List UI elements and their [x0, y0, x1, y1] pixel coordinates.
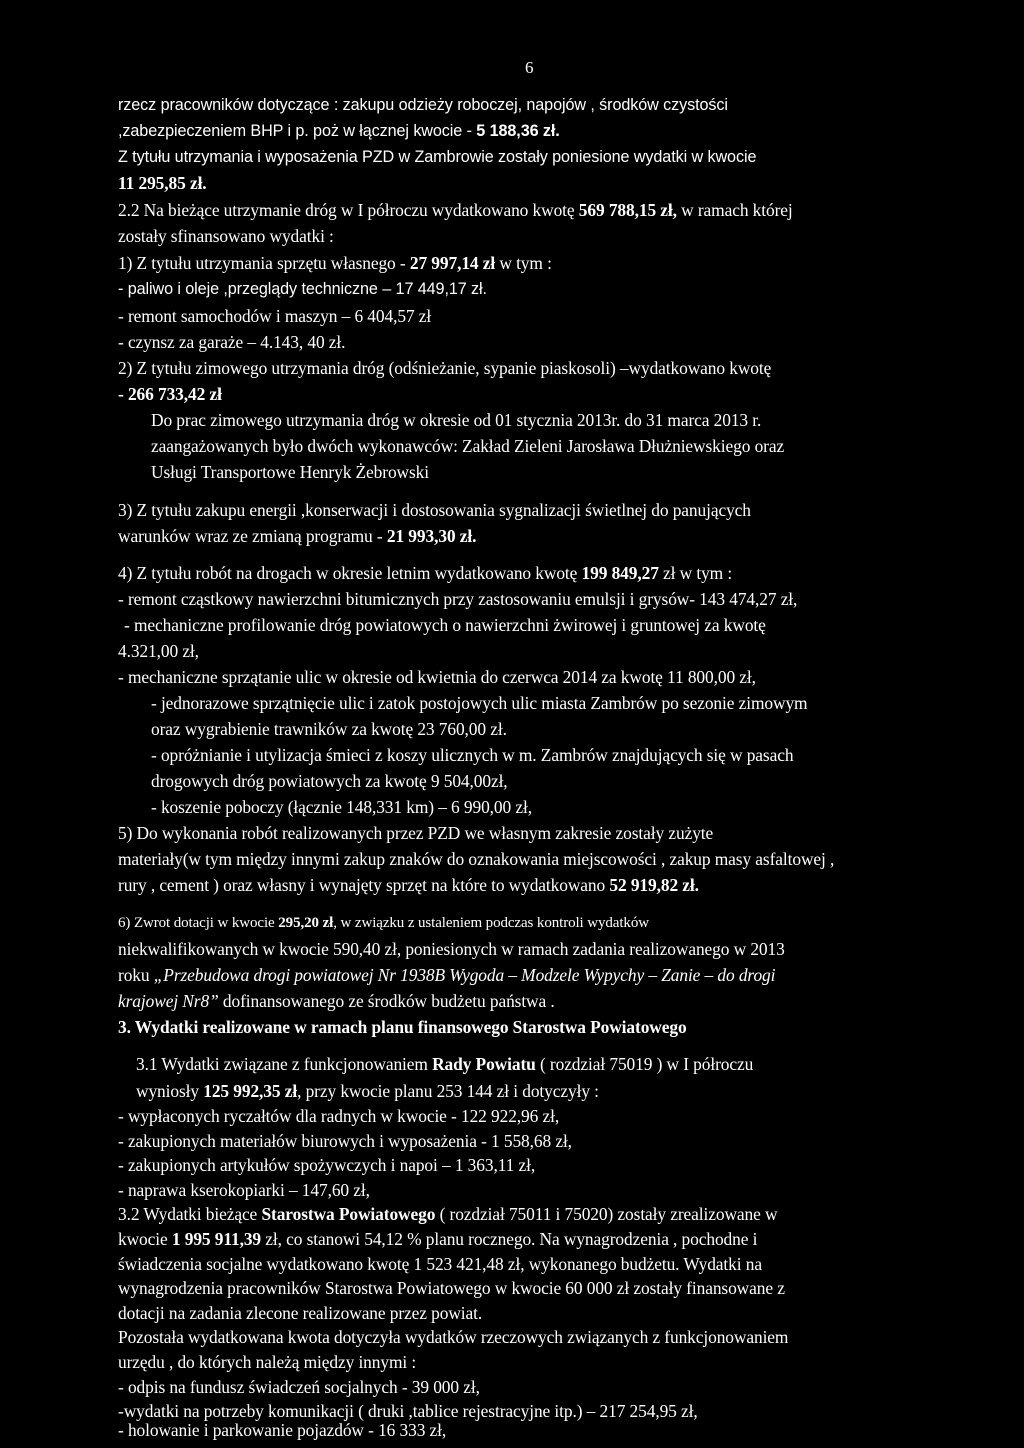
- text-line: [118, 95, 728, 115]
- text-line: [118, 1229, 757, 1249]
- plain-text: materiały(w tym między innymi zakup znaków do oznakowania miejscowości , zakup masy asfaltowej ,: [118, 849, 835, 869]
- plain-text: , przy kwocie planu 253 144 zł i dotyczyły :: [297, 1081, 599, 1102]
- plain-text: zaangażowanych było dwóch wykonawców: Zakład Zieleni Jarosława Dłużniewskiego oraz: [151, 436, 785, 456]
- bold-text: 569 788,15 zł,: [578, 200, 677, 220]
- bold-text: 125 992,35 zł: [203, 1081, 298, 1102]
- plain-text: 1) Z tytułu utrzymania sprzętu własnego -: [118, 253, 410, 273]
- text-line: [118, 1352, 416, 1372]
- text-line: [118, 939, 785, 959]
- text-line: [151, 462, 429, 482]
- text-line: [118, 1254, 762, 1274]
- plain-text: - opróżnianie i utylizacja śmieci z koszy ulicznych w m. Zambrów znajdujących się w pasach: [151, 745, 794, 765]
- bold-text: 3. Wydatki realizowane w ramach planu finansowego Starostwa Powiatowego: [118, 1017, 687, 1037]
- text-line: [118, 279, 487, 299]
- text-line: [118, 121, 560, 141]
- text-line: [118, 823, 713, 843]
- plain-text: zostały sfinansowano wydatki :: [118, 226, 334, 246]
- plain-text: dofinansowanego ze środków budżetu państwa .: [218, 991, 555, 1011]
- text-line: [118, 200, 793, 220]
- plain-text: rury , cement ) oraz własny i wynajęty sprzęt na które to wydatkowano: [118, 875, 610, 895]
- text-line: [118, 1017, 687, 1037]
- plain-text: 2.2 Na bieżące utrzymanie dróg w I półroczu wydatkowano kwotę: [118, 200, 579, 220]
- plain-text: 3.2 Wydatki bieżące: [118, 1204, 262, 1225]
- text-line: [118, 913, 649, 933]
- plain-text: -wydatki na potrzeby komunikacji ( druki ,tablice rejestracyjne itp.) – 217 254,95 zł,: [118, 1401, 698, 1422]
- plain-text: ( rozdział 75019 ) w I półroczu: [535, 1054, 754, 1074]
- text-line: [118, 563, 732, 583]
- plain-text: w ramach której: [676, 200, 793, 220]
- text-line: [118, 1204, 777, 1224]
- page-number: 6: [525, 58, 534, 77]
- plain-text: niekwalifikowanych w kwocie 590,40 zł, poniesionych w ramach zadania realizowanego w 2013: [118, 939, 785, 959]
- bold-text: Rady Powiatu: [432, 1054, 536, 1074]
- text-line: [118, 226, 334, 246]
- italic-text: „Przebudowa drogi powiatowej Nr 1938B Wygoda – Modzele Wypychy – Zanie – do drogi: [153, 965, 776, 985]
- plain-text: wynagrodzenia pracowników Starostwa Powiatowego w kwocie 60 000 zł zostały finansowane z: [118, 1278, 785, 1299]
- plain-text: Usługi Transportowe Henryk Żebrowski: [151, 462, 430, 482]
- text-line: [118, 667, 756, 687]
- text-line: [118, 147, 756, 167]
- plain-text: zł w tym :: [658, 563, 733, 583]
- plain-text: ,zabezpieczeniem BHP i p. poż w łącznej kwocie -: [118, 122, 477, 140]
- text-line: [118, 1278, 785, 1298]
- plain-text: 2) Z tytułu zimowego utrzymania dróg (odśnieżanie, sypanie piaskosoli) –wydatkowano kwotę: [118, 358, 772, 378]
- plain-text: kwocie: [118, 1229, 172, 1249]
- text-line: [118, 849, 834, 869]
- text-line: [118, 332, 345, 352]
- text-line: [118, 1420, 446, 1440]
- plain-text: Pozostała wydatkowana kwota dotyczyła wydatków rzeczowych związanych z funkcjonowaniem: [118, 1327, 789, 1348]
- bold-text: Starostwa Powiatowego: [261, 1204, 436, 1225]
- bold-text: 21 993,30 zł.: [386, 526, 477, 546]
- text-line: [136, 1054, 753, 1074]
- text-line: [118, 1180, 370, 1200]
- plain-text: - holowanie i parkowanie pojazdów - 16 333 zł,: [118, 1420, 447, 1440]
- bold-text: 5 188,36 zł.: [476, 122, 560, 140]
- plain-text: wyniosły: [136, 1081, 204, 1102]
- text-line: [151, 436, 784, 456]
- plain-text: - wypłaconych ryczałtów dla radnych w kwocie - 122 922,96 zł,: [118, 1106, 560, 1126]
- plain-text: - remont samochodów i maszyn – 6 404,57 zł: [118, 306, 432, 326]
- bold-text: 11 295,85 zł.: [118, 173, 207, 193]
- plain-text: świadczenia socjalne wydatkowano kwotę 1 523 421,48 zł, wykonanego budżetu. Wydatki na: [118, 1253, 762, 1274]
- text-line: [151, 719, 507, 739]
- bold-text: 295,20 zł: [278, 915, 334, 931]
- plain-text: - zakupionych materiałów biurowych i wyposażenia - 1 558,68 zł,: [118, 1130, 572, 1151]
- text-line: [118, 1131, 572, 1151]
- text-line: [118, 1377, 480, 1397]
- plain-text: - mechaniczne profilowanie dróg powiatowych o nawierzchni żwirowej i gruntowej za kwotę: [124, 615, 766, 635]
- plain-text: drogowych dróg powiatowych za kwotę 9 504,00zł,: [151, 771, 508, 791]
- text-line: [151, 771, 508, 791]
- plain-text: w tym :: [495, 253, 552, 273]
- text-line: [151, 797, 532, 817]
- plain-text: Z tytułu utrzymania i wyposażenia PZD w Zambrowie zostały poniesione wydatki w kwocie: [118, 148, 757, 166]
- plain-text: - mechaniczne sprzątanie ulic w okresie od kwietnia do czerwca 2014 za kwotę 11 800,00 zł,: [118, 667, 756, 687]
- plain-text: ( rozdział 75011 i 75020) zostały zrealizowane w: [435, 1204, 778, 1225]
- plain-text: 4) Z tytułu robót na drogach w okresie letnim wydatkowano kwotę: [118, 563, 582, 583]
- text-line: [151, 410, 761, 430]
- plain-text: oraz wygrabienie trawników za kwotę 23 760,00 zł.: [151, 719, 507, 739]
- plain-text: - naprawa kserokopiarki – 147,60 zł,: [118, 1179, 370, 1200]
- text-line: [118, 526, 476, 546]
- bold-text: - 266 733,42 zł: [118, 384, 222, 404]
- text-line: [118, 1155, 535, 1175]
- text-line: [118, 384, 222, 404]
- text-line: [118, 1106, 559, 1126]
- plain-text: , w związku z ustaleniem podczas kontroli wydatków: [333, 915, 649, 931]
- plain-text: - paliwo i oleje ,przeglądy techniczne – 17 449,17 zł.: [118, 280, 487, 298]
- plain-text: - jednorazowe sprzątnięcie ulic i zatok postojowych ulic miasta Zambrów po sezonie zimowym: [151, 693, 808, 713]
- text-line: [124, 615, 766, 635]
- plain-text: roku: [118, 965, 154, 985]
- plain-text: 4.321,00 zł,: [118, 641, 199, 661]
- plain-text: - odpis na fundusz świadczeń socjalnych - 39 000 zł,: [118, 1376, 480, 1397]
- text-line: [118, 875, 699, 895]
- text-line: [118, 589, 797, 609]
- text-line: [118, 1401, 698, 1421]
- plain-text: Do prac zimowego utrzymania dróg w okresie od 01 stycznia 2013r. do 31 marca 2013 r.: [151, 410, 762, 430]
- bold-text: 1 995 911,39: [171, 1229, 262, 1249]
- text-line: [118, 991, 555, 1011]
- plain-text: 6) Zwrot dotacji w kwocie: [118, 915, 279, 931]
- text-line: [118, 173, 207, 193]
- plain-text: 3) Z tytułu zakupu energii ,konserwacji i dostosowania sygnalizacji świetlnej do panujących: [118, 500, 751, 520]
- plain-text: dotacji na zadania zlecone realizowane przez powiat.: [118, 1302, 483, 1323]
- plain-text: - czynsz za garaże – 4.143, 40 zł.: [118, 332, 346, 352]
- text-line: [118, 1303, 482, 1323]
- plain-text: urzędu , do których należą między innymi :: [118, 1352, 417, 1372]
- plain-text: 5) Do wykonania robót realizowanych przez PZD we własnym zakresie zostały zużyte: [118, 823, 714, 843]
- plain-text: - remont cząstkowy nawierzchni bitumicznych przy zastosowaniu emulsji i grysów- 143 474,27 zł,: [118, 589, 798, 609]
- text-line: [118, 306, 431, 326]
- text-line: [136, 1081, 599, 1101]
- text-line: [151, 693, 807, 713]
- plain-text: warunków wraz ze zmianą programu -: [118, 526, 387, 546]
- bold-text: 52 919,82 zł.: [609, 875, 699, 895]
- plain-text: - koszenie poboczy (łącznie 148,331 km) – 6 990,00 zł,: [151, 797, 532, 817]
- italic-text: krajowej Nr8”: [118, 991, 219, 1011]
- bold-text: 27 997,14 zł: [409, 253, 496, 273]
- plain-text: rzecz pracowników dotyczące : zakupu odzieży roboczej, napojów , środków czystości: [118, 96, 728, 114]
- text-line: [118, 253, 552, 273]
- plain-text: - zakupionych artykułów spożywczych i napoi – 1 363,11 zł,: [118, 1155, 536, 1176]
- text-line: [118, 1327, 788, 1347]
- plain-text: zł, co stanowi 54,12 % planu rocznego. Na wynagrodzenia , pochodne i: [261, 1229, 758, 1249]
- text-line: [151, 745, 793, 765]
- text-line: [118, 641, 199, 661]
- plain-text: 3.1 Wydatki związane z funkcjonowaniem: [136, 1054, 433, 1074]
- text-line: [118, 358, 771, 378]
- text-line: [118, 965, 775, 985]
- text-line: [118, 500, 751, 520]
- bold-text: 199 849,27: [581, 563, 659, 583]
